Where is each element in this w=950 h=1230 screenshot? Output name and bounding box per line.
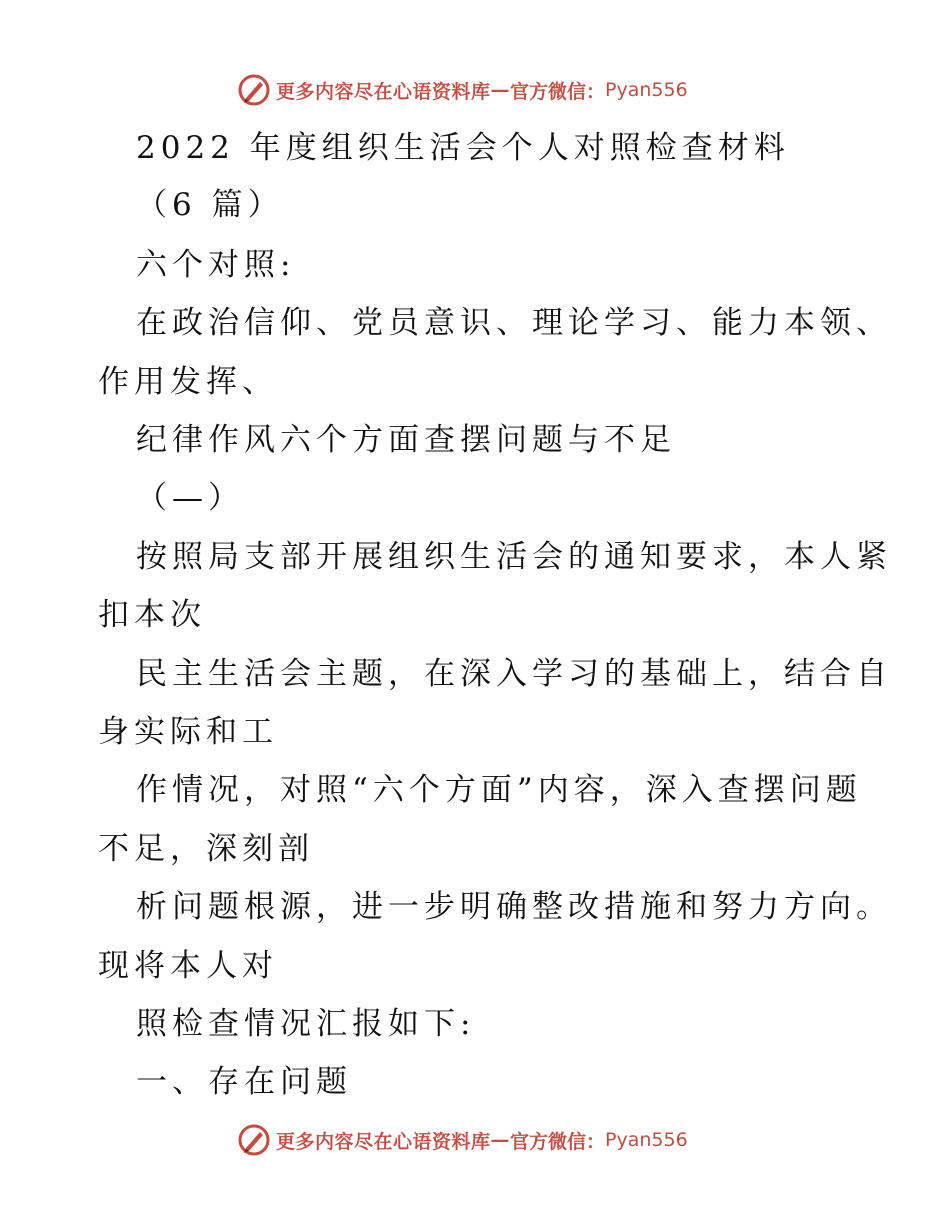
watermark-dash: — <box>490 1129 511 1151</box>
pen-circle-logo-icon <box>236 1122 272 1158</box>
text-line: 作情况，对照“六个方面”内容，深入查摆问题 <box>136 772 862 808</box>
pen-circle-logo-icon <box>236 72 272 108</box>
header-watermark <box>236 70 688 110</box>
watermark-brand: 更多内容尽在心语资料库 <box>276 80 491 103</box>
text-line: 纪律作风六个方面查摆问题与不足 <box>136 422 676 458</box>
text-line: 析问题根源，进一步明确整改措施和努力方向。 <box>136 889 892 925</box>
text-line: 照检查情况汇报如下: <box>136 1006 476 1042</box>
text-line: 不足，深刻剖 <box>98 831 314 867</box>
section-heading: 一、存在问题 <box>136 1064 352 1100</box>
text-line: 扣本次 <box>98 597 206 633</box>
document-subtitle: （6 篇） <box>136 187 284 223</box>
footer-watermark <box>236 1120 688 1160</box>
text-line: 现将本人对 <box>98 948 278 984</box>
text-line: 按照局支部开展组织生活会的通知要求，本人紧 <box>136 539 892 575</box>
watermark-wechat-id: Pyan556 <box>605 1129 688 1151</box>
document-title: 2022 年度组织生活会个人对照检查材料 <box>136 130 790 166</box>
watermark-brand: 更多内容尽在心语资料库 <box>276 1130 491 1153</box>
watermark-wechat-label: 官方微信： <box>510 80 606 103</box>
text-line: 民主生活会主题，在深入学习的基础上，结合自 <box>136 656 892 692</box>
watermark-wechat-id: Pyan556 <box>605 79 688 101</box>
text-line: （—） <box>136 480 244 516</box>
text-line: 六个对照: <box>136 247 296 283</box>
watermark-dash: — <box>490 79 511 101</box>
watermark-wechat-label: 官方微信： <box>510 1130 606 1153</box>
text-line: 身实际和工 <box>98 714 278 750</box>
text-line: 作用发挥、 <box>98 364 278 400</box>
text-line: 在政治信仰、党员意识、理论学习、能力本领、 <box>136 305 892 341</box>
